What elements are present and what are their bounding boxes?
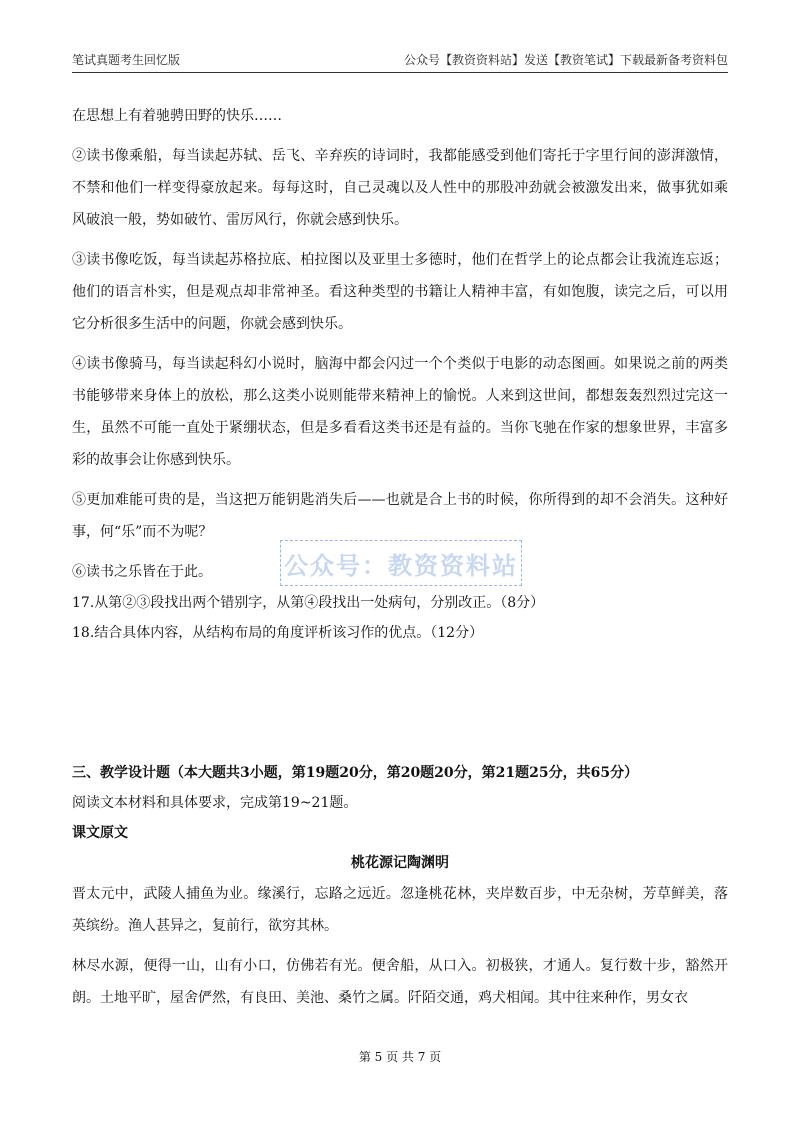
watermark: 公众号：教资资料站: [280, 540, 522, 586]
section-3-title: 三、教学设计题（本大题共3小题，第19题20分，第20题20分，第21题25分，共65分）: [72, 765, 639, 781]
paragraph-4: ④读书像骑马，每当读起科幻小说时，脑海中都会闪过一个个类似于电影的动态图画。如果说之前的两类书能够带来身体上的放松，那么这类小说则能带来精神上的愉悦。人来到这世间，都想轰轰烈烈过完这一生，虽然不可能一直处于紧绷状态，但是多看看这类书还是有益的。当你飞驰在作家的想象世界，丰富多彩的故事会让你感到快乐。: [72, 356, 728, 468]
answer-space: [72, 648, 728, 758]
question-18: 18.结合具体内容，从结构布局的角度评析该习作的优点。（12分）: [72, 625, 484, 641]
paragraph-3: ③读书像吃饭，每当读起苏格拉底、柏拉图以及亚里士多德时，他们在哲学上的论点都会让我流连忘返；他们的语言朴实，但是观点却非常神圣。看这种类型的书籍让人精神丰富，有如饱腹，读完之后，可以用它分析很多生活中的问题，你就会感到快乐。: [72, 252, 728, 332]
paragraph-5: ⑤更加难能可贵的是，当这把万能钥匙消失后——也就是合上书的时候，你所得到的却不会消失。这种好事，何“乐”而不为呢？: [72, 492, 728, 540]
page-footer: 第 5 页 共 7 页: [358, 1050, 442, 1064]
text-title: 桃花源记陶渊明: [351, 855, 449, 871]
section-3-subhead: 课文原文: [72, 825, 128, 841]
text-paragraph-1: 晋太元中，武陵人捕鱼为业。缘溪行，忘路之远近。忽逢桃花林，夹岸数百步，中无杂树，芳草鲜美，落英缤纷。渔人甚异之，复前行，欲穷其林。: [72, 886, 728, 934]
text-paragraph-2: 林尽水源，便得一山，山有小口，仿佛若有光。便舍船，从口入。初极狭，才通人。复行数十步，豁然开朗。土地平旷，屋舍俨然，有良田、美池、桑竹之属。阡陌交通，鸡犬相闻。其中往来种作，男女衣: [72, 958, 728, 1006]
header-left-text: 笔试真题考生回忆版: [72, 53, 181, 67]
paragraph-1-continuation: 在思想上有着驰骋田野的快乐……: [72, 108, 282, 124]
section-3-instruction: 阅读文本材料和具体要求，完成第19~21题。: [72, 795, 358, 811]
question-17: 17.从第②③段找出两个错别字，从第④段找出一处病句，分别改正。（8分）: [72, 595, 545, 611]
paragraph-6: ⑥读书之乐皆在于此。: [72, 564, 212, 580]
header-right-text: 公众号【教资资料站】发送【教资笔试】下载最新备考资料包: [403, 53, 728, 67]
page-header: [72, 50, 728, 73]
paragraph-2: ②读书像乘船，每当读起苏轼、岳飞、辛弃疾的诗词时，我都能感受到他们寄托于字里行间的澎湃激情，不禁和他们一样变得豪放起来。每每这时，自己灵魂以及人性中的那股冲劲就会被激发出来，做事犹如乘风破浪一般，势如破竹、雷厉风行，你就会感到快乐。: [72, 148, 728, 228]
